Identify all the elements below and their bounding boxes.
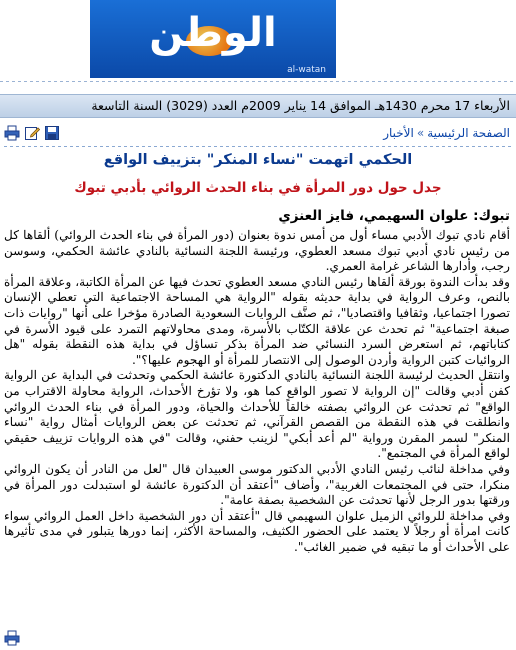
article-byline: تبوك: علوان السهيمي، فايز العنزي: [278, 208, 510, 224]
article-paragraph: وقد بدأت الندوة بورقة ألقاها رئيس النادي مسعد العطوي تحدث فيها عن المرأة الكاتبة، وعلاقة المرأة بالنص، وعرف الرواية في بداية حديثه بقوله "الرواية هي المساحة الاجتماعية التي تعطي الإنسان تصورا اجتماعيا، وثقافيا واقتصاديا"، ثم صنَّف الروايات السعودية الصادرة مؤخرا على أنها "روايات ذات صبغة اجتماعية" ثم تحدث عن علاقة الكتّاب بالأسرة، ومدى محاولاتهم التمرد على قيود الأسرة في كتاباتهم، ثم استعرض السرد النسائي ضد المرأة بذكر تساؤل في بداية هذه النقطة بقوله "هل الروائيات كتبن الرواية وأردن الوصول إلى الانتصار للمرأة أو الهجوم عليها؟".: [4, 274, 510, 367]
content-divider: [4, 146, 512, 147]
logo-text: الوطن: [149, 10, 277, 56]
article-subheadline: جدل حول دور المرأة في بناء الحدث الروائي بأدبي تبوك: [74, 180, 442, 196]
breadcrumb-section-link[interactable]: الأخبار: [383, 126, 414, 140]
masthead-logo[interactable]: [90, 0, 336, 78]
save-icon[interactable]: [44, 125, 60, 141]
print-icon[interactable]: [4, 125, 20, 141]
article-paragraph: وانتقل الحديث لرئيسة اللجنة النسائية بالنادي الدكتورة عائشة الحكمي وتحدثت في البداية عن الرواية كفن أدبي وقالت "إن الرواية لا تصور الواقع كما هو، ولا تؤرخ الأحداث، الرواية محاولة الاقتراب من الواقع" ثم تحدثت عن الروائي بصفته خالقاً للأحداث والحياة، ودور المرأة في بناء الحدث الروائي وانطلقت في هذه النقطة من القصص القرآني، ثم تحدثت عن بعض الروايات أمثال رواية "نساء المنكر" لسمر المقرن ورواية "لم أعد أبكي" لزينب حفني، وقالت "في هذه الروايات تزييف حقيقي لواقع المرأة في المجتمع".: [4, 368, 510, 461]
article-paragraph: أقام نادي تبوك الأدبي مساء أول من أمس ندوة بعنوان (دور المرأة في بناء الحدث الروائي) ألقاها كل من رئيس نادي أدبي تبوك مسعد العطوي، ورئيسة اللجنة النسائية بالنادي عائشة الحكمي، وسوسن رجب، وأدارها الشاعر غرامة العمري.: [4, 228, 510, 274]
logo-subtitle: al-watan: [287, 65, 326, 75]
breadcrumb: [383, 126, 510, 140]
print-icon[interactable]: [4, 630, 20, 650]
article-toolbar: [4, 125, 60, 143]
breadcrumb-home-link[interactable]: الصفحة الرئيسية: [427, 126, 510, 140]
breadcrumb-separator: »: [416, 126, 425, 140]
article-body: [4, 228, 510, 555]
article-headline: الحكمي اتهمت "نساء المنكر" بتزييف الواقع: [103, 152, 413, 168]
article-paragraph: وفي مداخلة لنائب رئيس النادي الأدبي الدكتور موسى العبيدان قال "لعل من النادر أن يكون الروائي منكرا، حتى في المجتمعات الغربية"، وأضاف "أعتقد أن الدكتورة عائشة لو استبدلت دور المرأة في ورقتها بدور الرجل لأنها تحدثت عن الشخصية بصفة عامة".: [4, 461, 510, 508]
article-paragraph: وفي مداخلة للروائي الزميل علوان السهيمي قال "أعتقد أن دور الشخصية داخل العمل الروائي سواء كانت امرأة أو رجلاً لا يعتمد على الحضور الكثيف، والمساحة الأكثر، إنما دورها يتبلور في مدى تأثيرها على الأحداث أو ما تبقيه في ضمير الغائب".: [4, 508, 510, 554]
edit-icon[interactable]: [24, 125, 40, 141]
issue-dateline: الأربعاء 17 محرم 1430هـ الموافق 14 يناير 2009م العدد (3029) السنة التاسعة: [0, 94, 516, 118]
header-divider: [0, 81, 516, 82]
